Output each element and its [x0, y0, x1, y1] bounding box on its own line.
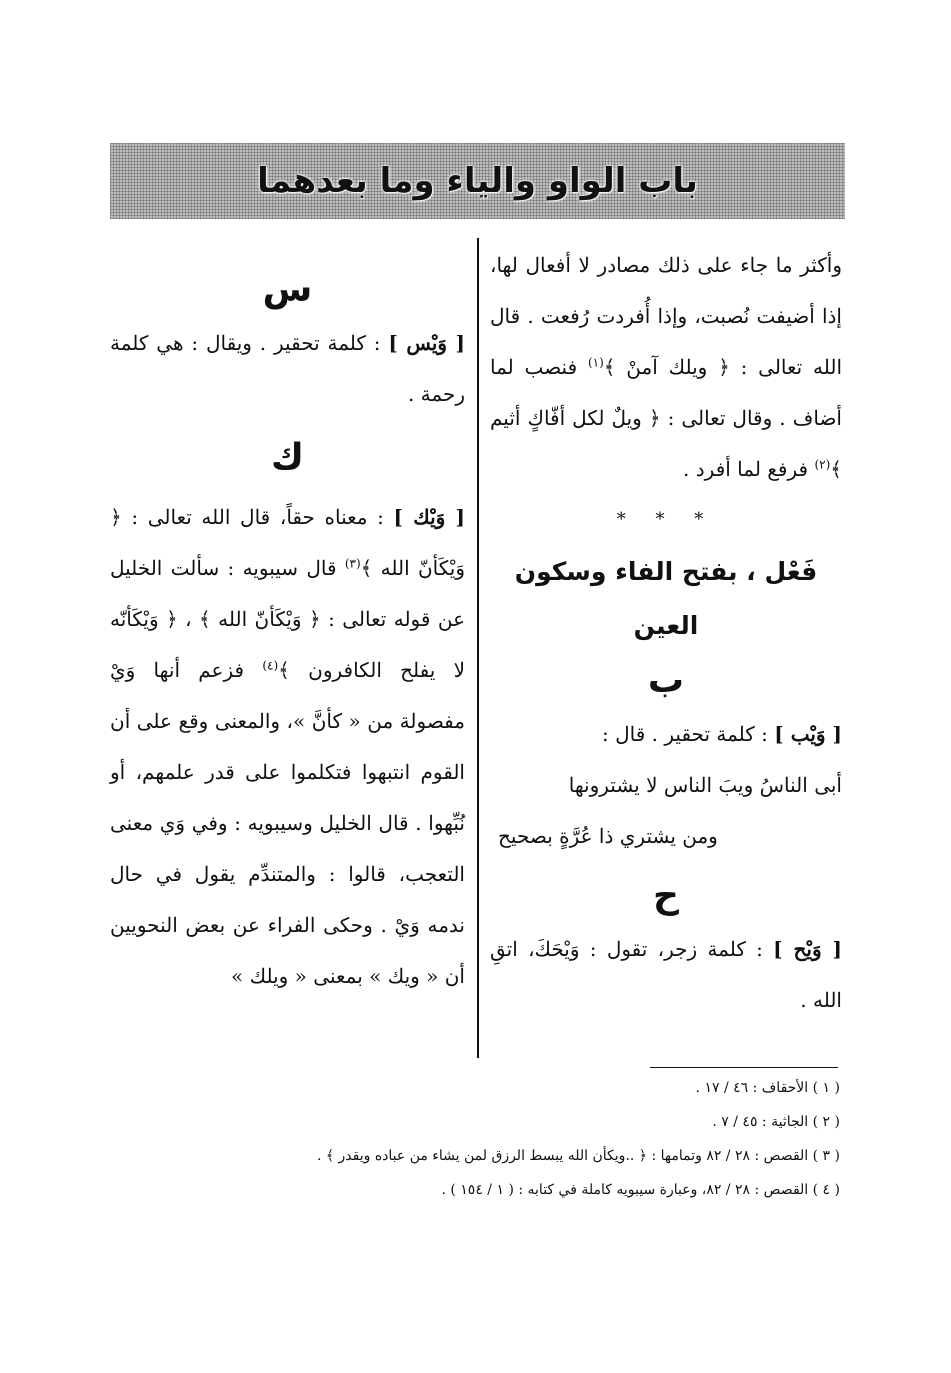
- footnote-2: ( ٢ ) الجاثية : ٤٥ / ٧ .: [712, 1114, 840, 1130]
- footnote-ref-3: (٣): [344, 556, 361, 571]
- section-separator-stars: * * *: [616, 509, 716, 530]
- headword-wayk: [ وَيْك ]: [393, 505, 465, 529]
- section-heading-faal: فَعْل ، بفتح الفاء وسكون العين: [514, 557, 818, 640]
- headword-wayh: [ وَيْح ]: [773, 937, 842, 961]
- footnote-ref-1: (١): [587, 355, 604, 370]
- poetry-verse: [490, 760, 842, 862]
- entry-wayk: [ وَيْك ] : معناه حقاً، قال الله تعالى : ﴿ وَيْكَأنّ الله ﴾$^{(٣)}$ قال سيبويه : سألت الخليل عن قوله تعالى : ﴿ وَيْكَأنّ الله ﴾ ، ﴿ وَيْكَأنّه لا يفلح الكافرون ﴾$^{(٤)}$ فزعم أنها وَيْ مفصولة من « كأنَّ »، والمعنى وقع على أن القوم انتبهوا فتكلموا على قدر علمهم، أو نُبِّهوا . قال الخليل وسيبويه : وفي وَي معنى التعجب، قالوا : والمتندِّم يقول في حال ندمه وَيْ . وحكى الفراء عن بعض النحويين أن « ويك » بمعنى « ويلك »: [110, 505, 466, 988]
- footnote-ref-2: (٢): [814, 457, 831, 472]
- entry-ways: [ وَيْس ] : كلمة تحقير . ويقال : هي كلمة رحمة .: [110, 331, 465, 406]
- footnote-3: ( ٣ ) القصص : ٢٨ / ٨٢ وتمامها : ﴿ ..ويكأن الله يبسط الرزق لمن يشاء من عباده ويقدر ﴾ .: [316, 1148, 840, 1164]
- footnote-4: ( ٤ ) القصص : ٢٨ / ٨٢، وعبارة سيبويه كاملة في كتابه : ( ١ / ١٥٤ ) .: [441, 1182, 840, 1198]
- letter-heading-ha: ح: [653, 875, 679, 916]
- letter-heading-kaf: ك: [271, 437, 304, 478]
- column-divider: [477, 238, 479, 1058]
- footnote-1: ( ١ ) الأحقاف : ٤٦ / ١٧ .: [695, 1080, 840, 1096]
- letter-heading-ba: ب: [647, 660, 685, 701]
- verse-line-1: أبى الناسُ ويبَ الناس لا يشترونها: [568, 773, 842, 797]
- entry-wayh: [ وَيْح ] : كلمة زجر، تقول : وَيْحَكَ، اتقِ الله .: [490, 937, 842, 1012]
- right-column: [490, 240, 842, 1026]
- left-column: [110, 262, 465, 1002]
- footnotes: [110, 1071, 840, 1207]
- verse-line-2: ومن يشتري ذا عُرَّةٍ بصحيح: [498, 824, 718, 848]
- footnote-separator: [650, 1067, 838, 1068]
- paragraph-masadir: وأكثر ما جاء على ذلك مصادر لا أفعال لها، إذا أضيفت نُصبت، وإذا أُفردت رُفعت . قال الله تعالى : ﴿ ويلك آمنْ ﴾$^{(١)}$ فنصب لما أضاف . وقال تعالى : ﴿ ويلٌ لكل أفّاكٍ أثيم ﴾$^{(٢)}$ فرفع لما أفرد .: [490, 253, 843, 481]
- headword-ways: [ وَيْس ]: [388, 331, 465, 355]
- entry-wayb: [ وَيْب ] : كلمة تحقير . قال :: [602, 722, 842, 746]
- headword-wayb: [ وَيْب ]: [774, 722, 842, 746]
- letter-heading-sin: س: [262, 269, 313, 310]
- chapter-title: باب الواو والياء وما بعدهما: [257, 161, 698, 201]
- footnote-ref-4: (٤): [262, 658, 279, 673]
- chapter-header-band: [110, 143, 845, 219]
